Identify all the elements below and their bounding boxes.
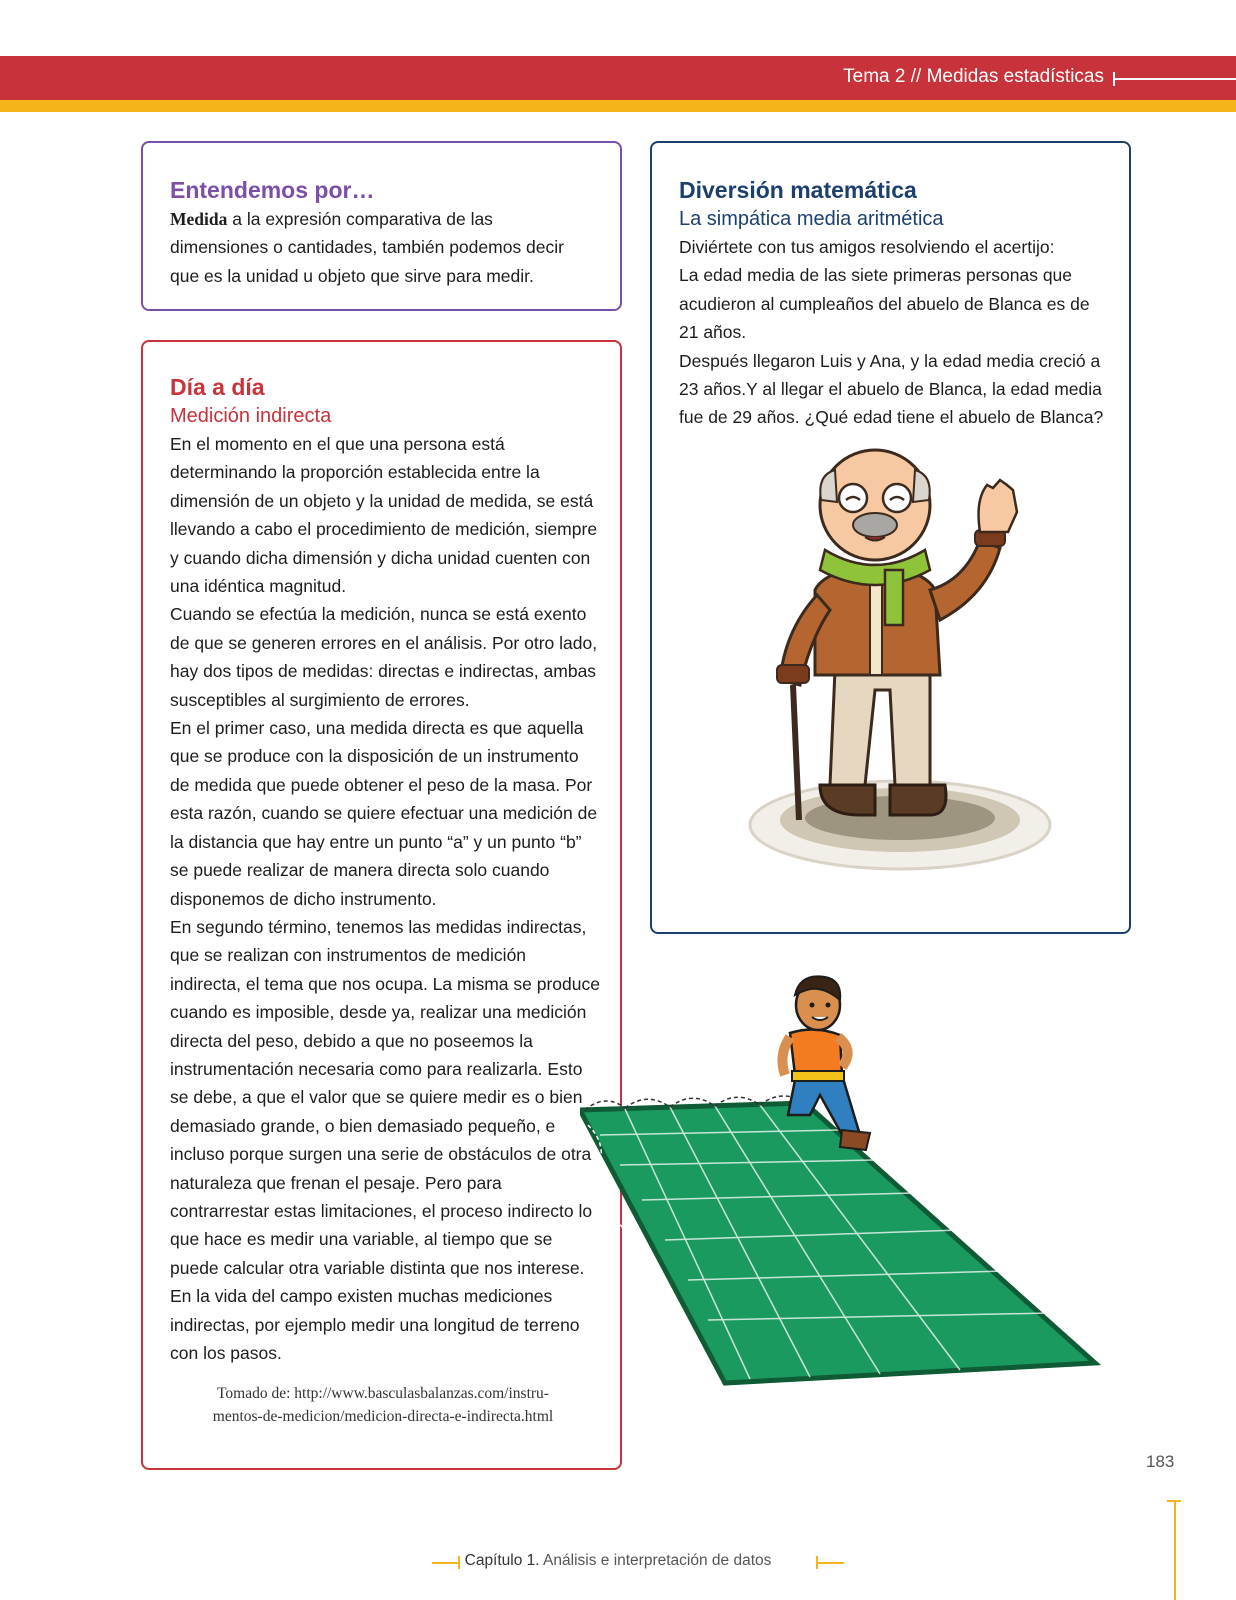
diversion-paragraph: Después llegaron Luis y Ana, y la edad media creció a 23 años.Y al llegar el abuelo de Blanca, la edad media fue de 29 años. ¿Qué edad tiene el abuelo de Blanca?: [679, 350, 1104, 428]
dia-a-dia-paragraph: En el momento en el que una persona está determinando la proporción establecida entre la dimensión de un objeto y la unidad de medida, se está llevando a cabo el procedimiento de medición, siempre y cuando dicha dimensión y dicha unidad cuenten con una idéntica magnitud.: [170, 434, 598, 597]
footer-chapter-title: Análisis e interpretación de datos: [539, 1552, 772, 1569]
dia-a-dia-paragraph: En segundo término, tenemos las medidas indirectas, que se realizan con instrumentos de medición indirecta, el tema que nos ocupa. La misma se produce cuando es imposible, desde ya, realizar una medición directa del peso, debido a que no poseemos la instrumentación necesaria como para realizarla. Esto se debe, a que el valor que se quiere medir es o bien demasiado grande, o bien demasiado pequeño, e incluso porque surgen una serie de obstáculos de otra naturaleza que frenan el pesaje. Pero para contrarrestar estas limitaciones, el proceso indirecto lo que hace es medir una variable, al tiempo que se puede calcular otra variable distinta que nos interese.: [170, 916, 600, 1278]
grandfather-illustration: [725, 440, 1055, 910]
dia-a-dia-paragraph: En la vida del campo existen muchas mediciones indirectas, por ejemplo medir una longitud de terreno con los pasos.: [170, 1286, 580, 1363]
entendemos-definition: [170, 205, 595, 290]
footer-chapter-label: Capítulo 1.: [464, 1552, 540, 1569]
diversion-paragraph: La edad media de las siete primeras personas que acudieron al cumpleaños del abuelo de Blanca es de 21 años.: [679, 265, 1090, 343]
dia-a-dia-title: Día a día: [170, 374, 265, 400]
dia-a-dia-content: [170, 372, 600, 1367]
dia-a-dia-box: [141, 340, 622, 1470]
footer-chapter: [0, 1552, 1236, 1570]
footer-rule-right: [818, 1562, 844, 1564]
diversion-intro: Diviértete con tus amigos resolviendo el acertijo:: [679, 237, 1055, 257]
dia-a-dia-paragraph: Cuando se efectúa la medición, nunca se está exento de que se generen errores en el análisis. Por otro lado, hay dos tipos de medidas: directas e indirectas, ambas susceptibles al surgimiento de errores.: [170, 604, 598, 710]
dia-a-dia-subtitle: Medición indirecta: [170, 405, 332, 427]
entendemos-definition-text: a la expresión comparativa de las dimensiones o cantidades, también podemos decir que es la unidad u objeto que sirve para medir.: [170, 209, 564, 286]
header-topic: Tema 2 // Medidas estadísticas: [843, 66, 1104, 87]
field-measurement-illustration: [580, 975, 1120, 1415]
diversion-title: Diversión matemática: [679, 177, 917, 203]
source-line: mentos-de-medicion/medicion-directa-e-indirecta.html: [212, 1408, 554, 1425]
header-accent-stripe: [0, 100, 1236, 112]
source-line: Tomado de: http://www.basculasbalanzas.com/instru-: [217, 1385, 549, 1402]
entendemos-term: Medida: [170, 209, 228, 229]
header-rule-tick: [1113, 72, 1115, 86]
diversion-subtitle: La simpática media aritmética: [679, 208, 944, 230]
entendemos-box: [141, 141, 622, 311]
page-number: 183: [1146, 1452, 1175, 1471]
header-rule: [1113, 78, 1236, 80]
entendemos-content: [170, 175, 595, 290]
diversion-content: [679, 175, 1109, 432]
entendemos-title: Entendemos por…: [170, 177, 375, 203]
side-rule: [1174, 1500, 1176, 1600]
dia-a-dia-paragraph: En el primer caso, una medida directa es que aquella que se produce con la disposición de un instrumento de medida que puede obtener el peso de la masa. Por esta razón, cuando se quiere efectuar una medición de la distancia que hay entre un punto “a” y un punto “b” se puede realizar de manera directa solo cuando disponemos de dicho instrumento.: [170, 718, 598, 909]
source-citation: [163, 1382, 603, 1428]
